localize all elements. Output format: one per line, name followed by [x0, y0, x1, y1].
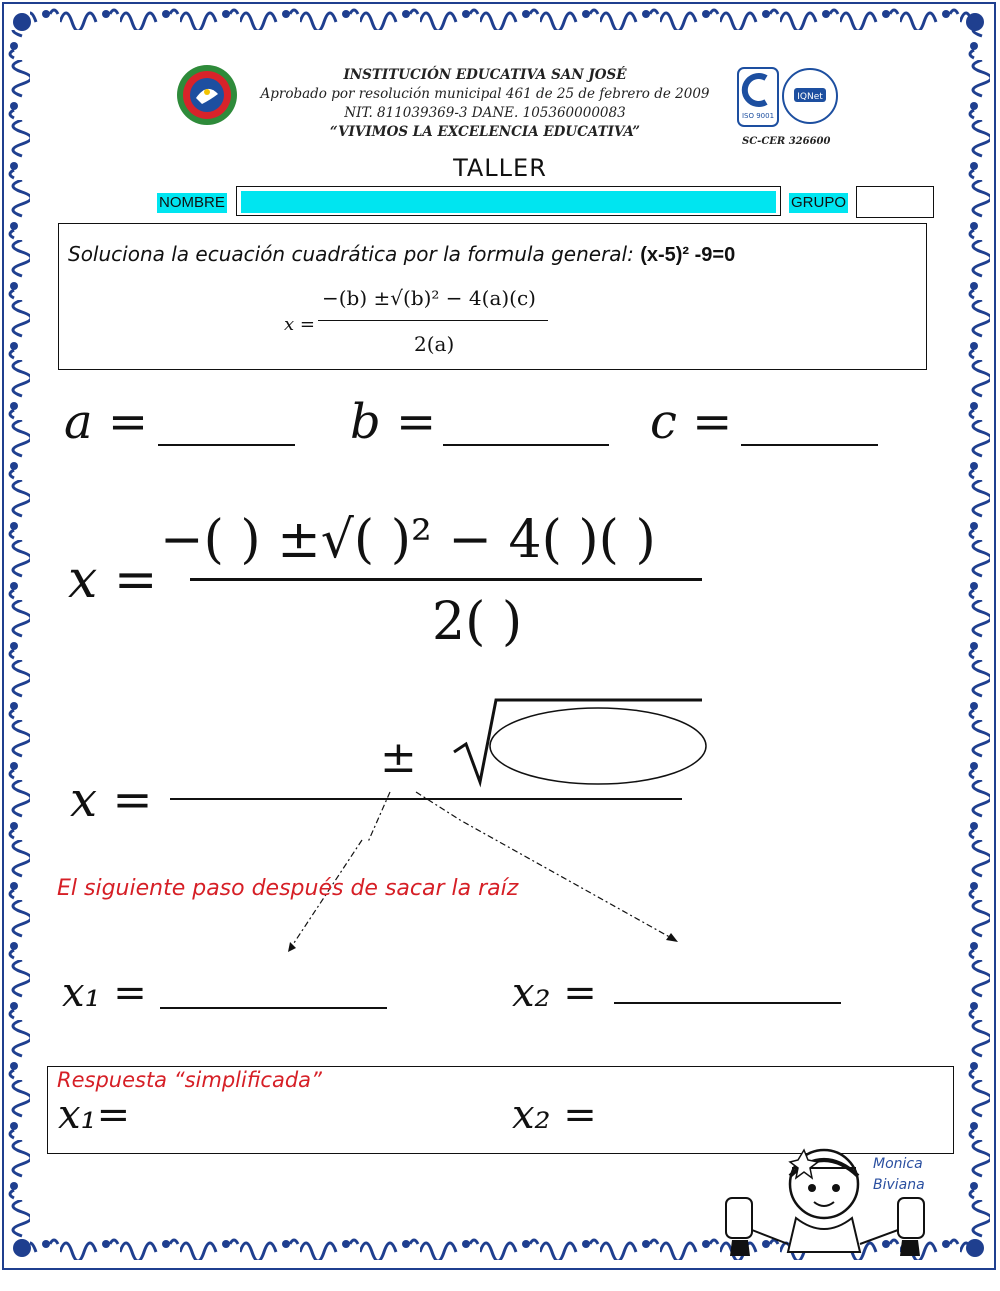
formula-lhs: x = [284, 314, 315, 335]
approval-text: Aprobado por resolución municipal 461 de 25 de febrero de 2009 [260, 86, 710, 102]
formula-numerator: −(b) ±√(b)² − 4(a)(c) [322, 286, 536, 310]
answer-label: Respuesta “simplificada” [57, 1068, 322, 1092]
template-fraction-bar [190, 578, 702, 581]
coef-a-blank[interactable] [158, 444, 295, 446]
template-denominator: 2( ) [432, 592, 523, 652]
name-input[interactable] [236, 186, 781, 216]
radicand-oval[interactable] [490, 708, 706, 784]
name-label: NOMBRE [159, 194, 225, 211]
branch-arrows [280, 780, 700, 960]
formula-fraction-bar [318, 320, 548, 321]
instruction-text: Soluciona la ecuación cuadrática por la formula general: [68, 242, 634, 266]
group-input[interactable] [856, 186, 934, 218]
coefficient-b [350, 394, 436, 450]
formula-denominator: 2(a) [414, 332, 455, 356]
coef-b-blank[interactable] [443, 444, 609, 446]
signature-line-1: Monica [873, 1156, 923, 1172]
motto-text: “VIVIMOS LA EXCELENCIA EDUCATIVA” [329, 124, 641, 140]
institution-header [240, 66, 730, 142]
simplified-plus-minus: ± [380, 732, 417, 783]
institution-name: INSTITUCIÓN EDUCATIVA SAN JOSÉ [343, 67, 627, 83]
page-title: TALLER [453, 154, 547, 182]
solution-x1-label: x₁ = [62, 970, 147, 1016]
certification-logos [736, 66, 840, 130]
solution-x1-blank[interactable] [160, 1007, 387, 1009]
nit-text: NIT. 811039369-3 DANE. 105360000083 [344, 105, 626, 121]
general-formula [282, 274, 562, 366]
solution-x2-blank[interactable] [614, 1002, 841, 1004]
problem-equation: (x-5)² -9=0 [640, 244, 736, 266]
iqnet-label: IQNet [797, 92, 823, 102]
iso-label: ISO 9001 [741, 112, 775, 120]
coef-a-label: a = [64, 394, 149, 450]
simplified-lhs: x = [70, 772, 153, 828]
answer-x2[interactable]: x₂ = [512, 1092, 597, 1138]
coefficient-c [650, 394, 732, 450]
solution-x2-label: x₂ = [512, 970, 597, 1016]
coef-c-blank[interactable] [741, 444, 878, 446]
signature-line-2: Biviana [873, 1177, 925, 1193]
radical-with-oval [450, 692, 710, 792]
problem-instruction [68, 242, 735, 267]
group-label: GRUPO [791, 194, 847, 211]
template-lhs: x = [68, 550, 158, 610]
answer-x1[interactable]: x₁= [58, 1092, 131, 1138]
template-numerator: −( ) ±√( )² − 4( )( ) [160, 510, 656, 570]
coef-b-label: b = [350, 394, 437, 450]
next-step-note: El siguiente paso después de sacar la raíz [57, 876, 519, 901]
coefficient-a [64, 394, 148, 450]
author-signature [873, 1154, 925, 1196]
coef-c-label: c = [650, 394, 733, 450]
certification-code: SC-CER 326600 [742, 136, 831, 147]
school-crest-logo [176, 64, 238, 126]
